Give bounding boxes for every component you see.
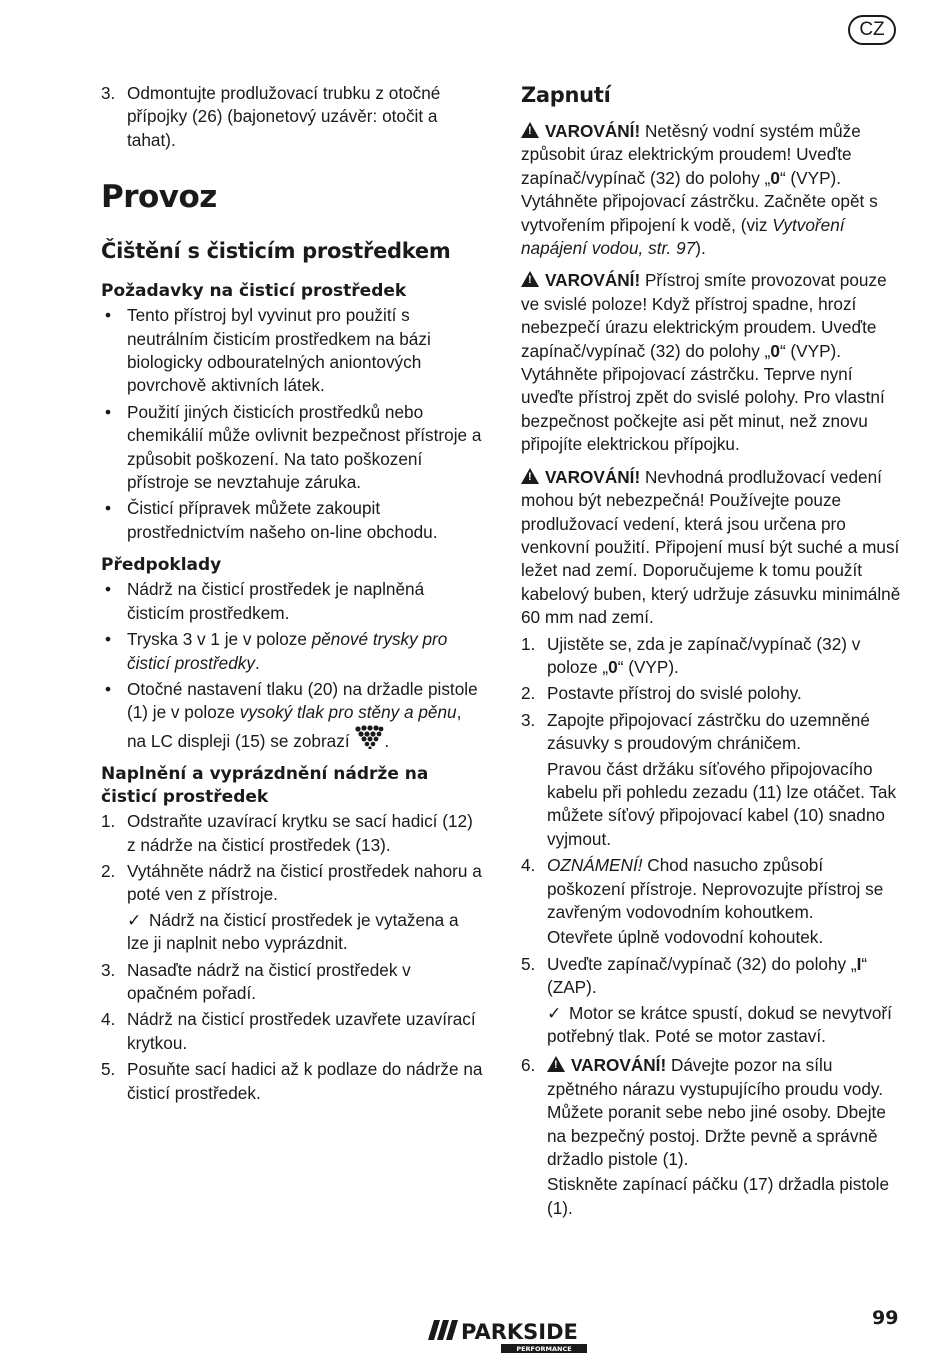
- list-item: [101, 578, 483, 625]
- list-number: 4.: [521, 855, 536, 876]
- list-item: [101, 82, 483, 152]
- list-item: [101, 678, 483, 753]
- list-text: OZNÁMENÍ! Chod nasucho způsobí poškození přístroje. Neprovozujte přístroj se zavřeným vodovodním kohoutkem. Otevřete úplně vodovodní kohoutek.: [547, 854, 903, 950]
- subsection-title-switch-on: Zapnutí: [521, 83, 611, 107]
- list-text: Nasaďte nádrž na čisticí prostředek v opačném pořadí.: [127, 959, 411, 1003]
- language-badge: CZ: [848, 15, 896, 45]
- sub-paragraph: Stiskněte zapínací páčku (17) držadla pistole (1).: [547, 1174, 890, 1218]
- sub-paragraph: Pravou část držáku síťového připojovacího kabelu při pohledu zezadu (11) lze otáčet. Tak můžete síťový připojovací kabel (10) snadno vyjmout.: [547, 758, 897, 849]
- list-number: 6.: [521, 1055, 536, 1076]
- list-text: Zapojte připojovací zástrčku do uzemněné zásuvky s proudovým chráničem. Pravou část držáku síťového připojovacího kabelu při pohledu zezadu (11) lze otáčet. Tak můžete síťový připojovací kabel (10) snadno vyjmout.: [547, 709, 903, 851]
- checkmark-icon: ✓: [547, 1002, 562, 1023]
- list-item: [101, 304, 483, 398]
- list-text: Tryska 3 v 1 je v poloze pěnové trysky pro čisticí prostředky.: [127, 629, 448, 673]
- list-item: [101, 1008, 483, 1055]
- list-number: 3.: [101, 959, 116, 980]
- list-item: [521, 709, 903, 851]
- list-text: Postavte přístroj do svislé polohy.: [547, 683, 802, 704]
- list-number: 5.: [101, 1059, 116, 1080]
- list-text: Nádrž na čisticí prostředek uzavřete uzavírací krytkou.: [127, 1009, 476, 1053]
- list-text: Použití jiných čisticích prostředků nebo chemikálií může ovlivnit bezpečnost přístroje a způsobit poškození. Na tato poškození přístroje se nevztahuje záruka.: [127, 401, 482, 493]
- warning-triangle-icon: [547, 1056, 565, 1072]
- list-item: [521, 633, 903, 680]
- right-column: [521, 82, 903, 1223]
- bullet: •: [105, 305, 112, 326]
- list-number: 4.: [101, 1009, 116, 1030]
- list-text: Odmontujte prodlužovací trubku z otočné přípojky (26) (bajonetový uzávěr: otočit a tahat).: [127, 83, 441, 150]
- list-text: Odstraňte uzavírací krytku se sací hadicí (12) z nádrže na čisticí prostředek (13).: [127, 811, 473, 855]
- result-line: ✓ Nádrž na čisticí prostředek je vytažena a lze ji naplnit nebo vyprázdnit.: [127, 909, 459, 954]
- list-text: Otočné nastavení tlaku (20) na držadle pistole (1) je v poloze vysoký tlak pro stěny a pěnu, na LC displeji (15) se zobrazí .: [127, 678, 478, 751]
- checkmark-icon: ✓: [127, 909, 142, 930]
- list-item: [521, 854, 903, 950]
- warning-paragraph: !VAROVÁNÍ! Nevhodná prodlužovací vedení mohou být nebezpečná! Používejte pouze prodlužovací vedení, která jsou určena pro venkovní použití. Připojení musí být suché a musí ležet nad zemí. Doporučujeme k tomu použít kabelový buben, který udržuje zásuvku minimálně 60 mm nad zemí.: [521, 466, 903, 630]
- bullet: •: [105, 498, 112, 519]
- list-number: 3.: [101, 83, 116, 103]
- list-text: Ujistěte se, zda je zapínač/vypínač (32) v poloze „0“ (VYP).: [547, 633, 861, 677]
- list-item: [101, 1058, 483, 1105]
- subsection-title-cleaning: Čištění s čisticím prostředkem: [101, 239, 451, 264]
- bullet: •: [105, 629, 112, 650]
- warning-triangle-icon: [521, 468, 539, 484]
- list-item: [101, 628, 483, 675]
- list-item: [101, 959, 483, 1006]
- warning-triangle-icon: [521, 122, 539, 138]
- heading-prerequisites: Předpoklady: [101, 555, 222, 576]
- list-item: [521, 682, 903, 705]
- brand-subline: PERFORMANCE: [516, 1345, 572, 1353]
- list-item: [521, 1054, 903, 1220]
- list-number: 2.: [521, 683, 536, 704]
- list-number: 1.: [521, 633, 536, 654]
- sub-paragraph: Otevřete úplně vodovodní kohoutek.: [547, 927, 824, 948]
- list-item: [101, 860, 483, 956]
- bullet: •: [105, 401, 112, 422]
- list-text: Vytáhněte nádrž na čisticí prostředek nahoru a poté ven z přístroje. ✓ Nádrž na čisticí prostředek je vytažena a lze ji naplnit nebo vyprázdnit.: [127, 860, 483, 956]
- list-text: Uveďte zapínač/vypínač (32) do polohy „I“ (ZAP). ✓ Motor se krátce spustí, dokud se nevytvoří potřebný tlak. Poté se motor zastaví.: [547, 953, 903, 1049]
- list-text: Tento přístroj byl vyvinut pro použití s neutrálním čisticím prostředkem na bázi biologicky odbouratelných aniontových povrchově aktivních látek.: [127, 305, 431, 396]
- list-text: Posuňte sací hadici až k podlaze do nádrže na čisticí prostředek.: [127, 1059, 483, 1103]
- list-item: [101, 810, 483, 857]
- bullet: •: [105, 678, 112, 699]
- list-number: 1.: [101, 811, 116, 832]
- section-title-provoz: Provoz: [101, 179, 217, 216]
- heading-fill-empty: Naplnění a vyprázdnění nádrže na čisticí prostředek: [101, 764, 429, 808]
- list-item: [101, 497, 483, 544]
- list-item: [101, 401, 483, 495]
- list-number: 3.: [521, 709, 536, 730]
- list-text: ! VAROVÁNÍ! Dávejte pozor na sílu zpětného nárazu vystupujícího proudu vody. Můžete poranit sebe nebo jiné osoby. Dbejte na bezpečný postoj. Držte pevně a správně držadlo pistole (1). Stiskněte zapínací páčku (17) držadla pistole (1).: [547, 1054, 903, 1220]
- brand-name: PARKSIDE: [461, 1320, 578, 1344]
- list-text: Nádrž na čisticí prostředek je naplněná čisticím prostředkem.: [127, 579, 425, 623]
- warning-triangle-icon: [521, 271, 539, 287]
- left-column: [101, 82, 483, 1108]
- list-text: Čisticí přípravek můžete zakoupit prostřednictvím našeho on-line obchodu.: [127, 498, 438, 542]
- list-number: 2.: [101, 860, 116, 881]
- parkside-performance-logo: [426, 1315, 588, 1355]
- bullet: •: [105, 579, 112, 600]
- warning-paragraph: !VAROVÁNÍ! Přístroj smíte provozovat pouze ve svislé poloze! Když přístroj spadne, hrozí nebezpečí úrazu elektrickým proudem. Uveďte zapínač/vypínač (32) do polohy „0“ (VYP). Vytáhněte připojovací zástrčku. Teprve nyní uveďte přístroj zpět do svislé polohy. Pro vlastní bezpečnost počkejte asi pět minut, než znovu připojíte elektrickou přípojku.: [521, 269, 903, 456]
- result-line: ✓ Motor se krátce spustí, dokud se nevytvoří potřebný tlak. Poté se motor zastaví.: [547, 1002, 892, 1047]
- list-number: 5.: [521, 953, 536, 974]
- warning-paragraph: !VAROVÁNÍ! Netěsný vodní systém může způsobit úraz elektrickým proudem! Uveďte zapínač/vypínač (32) do polohy „0“ (VYP). Vytáhněte připojovací zástrčku. Začněte opět s vytvořením připojení k vodě, (viz Vytvoření napájení vodou, str. 97).: [521, 120, 903, 260]
- foam-spray-icon: [354, 725, 384, 749]
- page-number: 99: [872, 1307, 899, 1329]
- list-item: [521, 953, 903, 1049]
- heading-requirements: Požadavky na čisticí prostředek: [101, 281, 407, 302]
